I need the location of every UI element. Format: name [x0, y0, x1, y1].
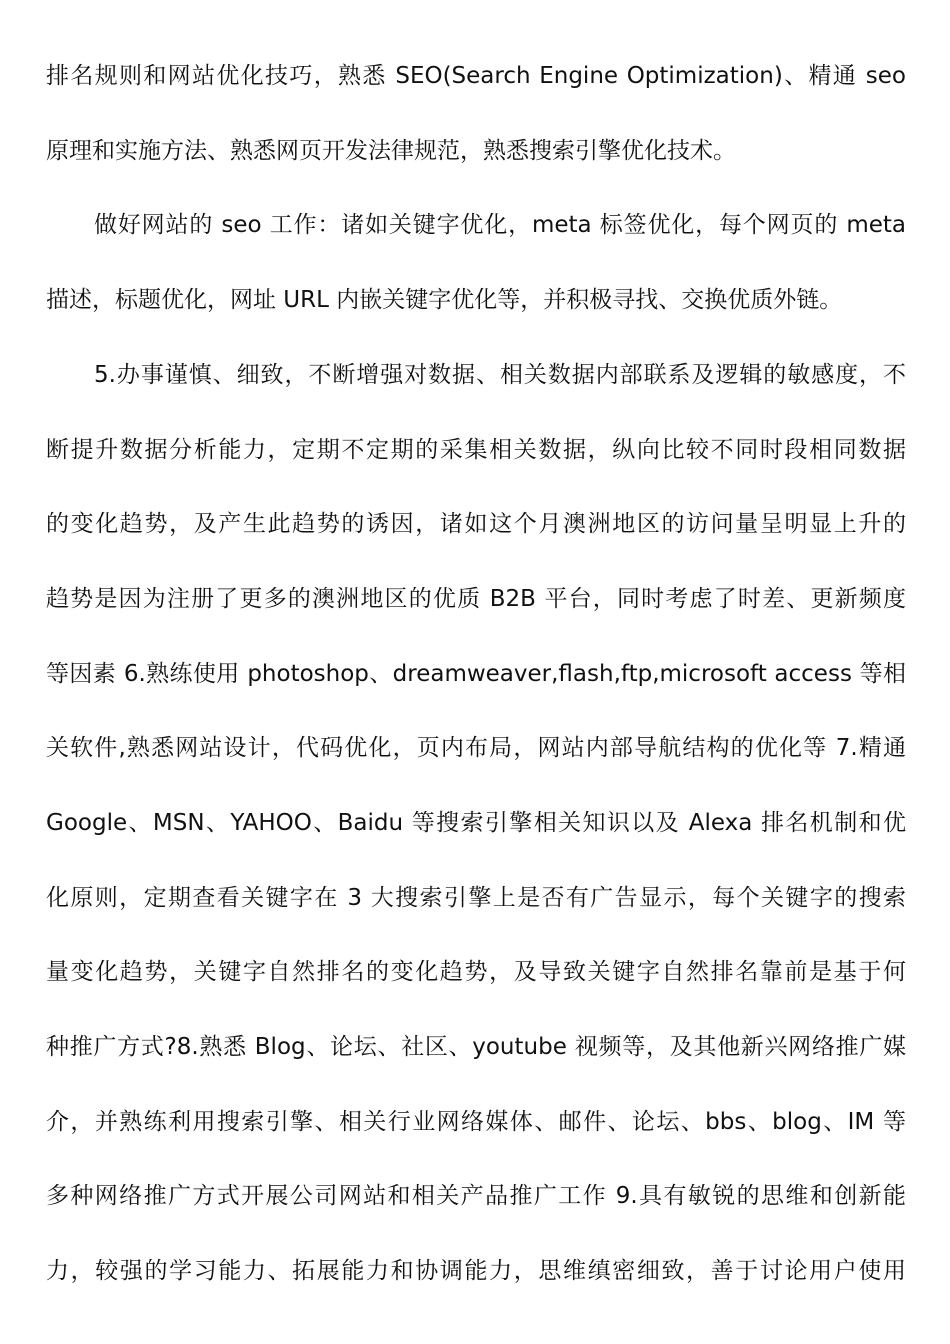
text-line-13: 量变化趋势，关键字自然排名的变化趋势，及导致关键字自然排名靠前是基于何	[46, 959, 906, 985]
text-line-10: 关软件,熟悉网站设计，代码优化，页内布局，网站内部导航结构的优化等 7.精通	[46, 735, 906, 761]
text-line-6: 断提升数据分析能力，定期不定期的采集相关数据，纵向比较不同时段相同数据	[46, 437, 906, 463]
text-line-16: 多种网络推广方式开展公司网站和相关产品推广工作 9.具有敏锐的思维和创新能	[46, 1183, 906, 1209]
text-line-7: 的变化趋势，及产生此趋势的诱因，诸如这个月澳洲地区的访问量呈明显上升的	[46, 511, 906, 537]
text-line-1: 排名规则和网站优化技巧，熟悉 SEO(Search Engine Optimization)、精通 seo	[46, 63, 906, 89]
text-line-8: 趋势是因为注册了更多的澳洲地区的优质 B2B 平台，同时考虑了时差、更新频度	[46, 586, 906, 612]
text-line-9: 等因素 6.熟练使用 photoshop、dreamweaver,flash,ftp,microsoft access 等相	[46, 661, 906, 687]
text-line-12: 化原则，定期查看关键字在 3 大搜索引擎上是否有广告显示，每个关键字的搜索	[46, 885, 906, 911]
text-line-11: Google、MSN、YAHOO、Baidu 等搜索引擎相关知识以及 Alexa 排名机制和优	[46, 810, 906, 836]
text-line-5: 5.办事谨慎、细致，不断增强对数据、相关数据内部联系及逻辑的敏感度，不	[94, 362, 906, 388]
text-line-15: 介，并熟练利用搜索引擎、相关行业网络媒体、邮件、论坛、bbs、blog、IM 等	[46, 1109, 906, 1135]
text-line-17: 力，较强的学习能力、拓展能力和协调能力，思维缜密细致，善于讨论用户使用	[46, 1258, 906, 1284]
text-line-14: 种推广方式?8.熟悉 Blog、论坛、社区、youtube 视频等，及其他新兴网络推广媒	[46, 1034, 906, 1060]
text-line-4: 描述，标题优化，网址 URL 内嵌关键字优化等，并积极寻找、交换优质外链。	[46, 287, 843, 313]
text-line-3: 做好网站的 seo 工作：诸如关键字优化，meta 标签优化，每个网页的 meta	[94, 212, 906, 238]
text-line-2: 原理和实施方法、熟悉网页开发法律规范，熟悉搜索引擎优化技术。	[46, 138, 736, 164]
